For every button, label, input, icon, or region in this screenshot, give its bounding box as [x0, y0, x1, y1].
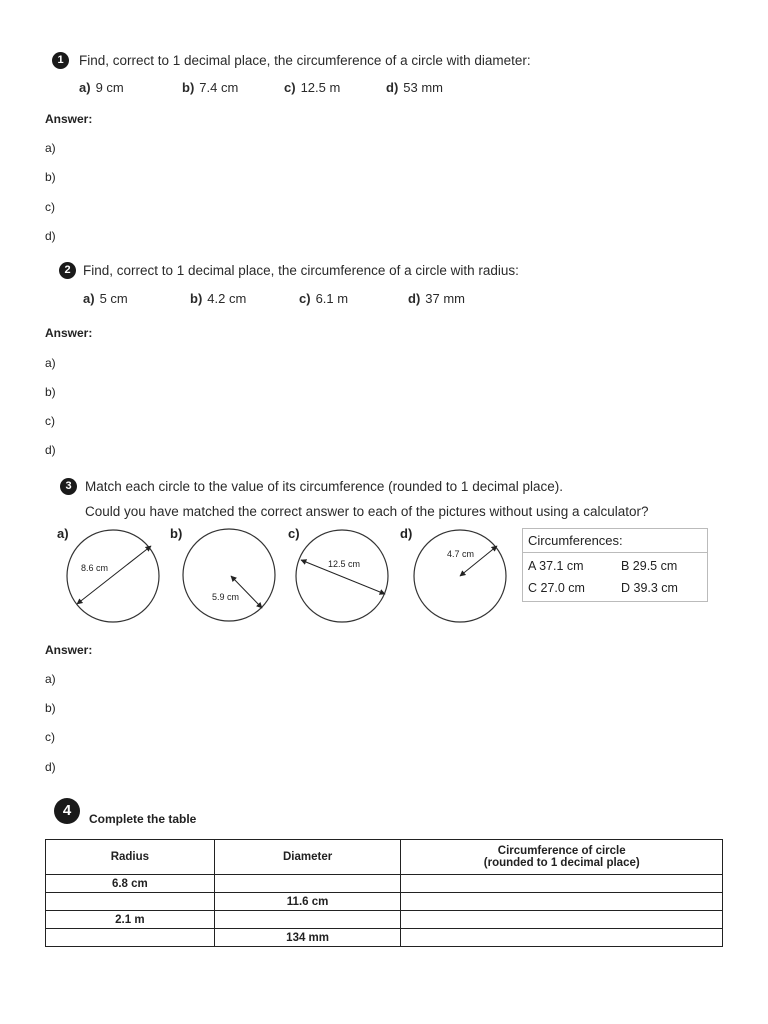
- header-circumference-line-1: Circumference of circle: [497, 845, 626, 857]
- question-3-number-badge: 3: [60, 478, 77, 495]
- circumference-option-c: C 27.0 cm: [528, 581, 585, 595]
- circle-b-measure: 5.9 cm: [212, 592, 240, 602]
- q2-option-d: d) 37 mm: [408, 291, 466, 306]
- question-2-text: Find, correct to 1 decimal place, the circumference of a circle with radius:: [83, 263, 519, 278]
- q2-answer-label: Answer:: [45, 326, 93, 340]
- table-cell-radius[interactable]: 2.1 m: [46, 911, 215, 929]
- question-4-text: Complete the table: [89, 812, 197, 826]
- question-1-text: Find, correct to 1 decimal place, the circumference of a circle with diameter:: [79, 53, 531, 68]
- q1-answer-c: c): [45, 200, 55, 214]
- q2-answer-a: a): [45, 356, 56, 370]
- table-cell-diameter[interactable]: [214, 911, 401, 929]
- table-cell-circumference[interactable]: [401, 929, 723, 947]
- q1-option-b: b) 7.4 cm: [182, 80, 239, 95]
- q2-option-c: c) 6.1 m: [299, 291, 349, 306]
- q1-option-a: a) 9 cm: [79, 80, 124, 95]
- q1-answer-d: d): [45, 229, 56, 243]
- q1-option-d: d) 53 mm: [386, 80, 444, 95]
- table-row: [46, 893, 723, 911]
- q2-answer-d: d): [45, 443, 56, 457]
- question-2-number-badge: 2: [59, 262, 76, 279]
- circle-d-measure: 4.7 cm: [447, 549, 475, 559]
- circumference-option-d: D 39.3 cm: [621, 581, 678, 595]
- circle-c-label: c): [288, 526, 300, 541]
- table-cell-circumference[interactable]: [401, 875, 723, 893]
- table-cell-radius[interactable]: [46, 893, 215, 911]
- q2-answer-c: c): [45, 414, 55, 428]
- q3-answer-label: Answer:: [45, 643, 93, 657]
- question-3-text-line-1: Match each circle to the value of its circumference (rounded to 1 decimal place).: [85, 479, 563, 494]
- circumferences-box-title: Circumferences:: [523, 529, 707, 553]
- table-cell-radius[interactable]: 6.8 cm: [46, 875, 215, 893]
- q1-answer-b: b): [45, 170, 56, 184]
- table-row: [46, 875, 723, 893]
- circle-a-label: a): [57, 526, 69, 541]
- table-cell-diameter[interactable]: [214, 875, 401, 893]
- q3-answer-b: b): [45, 701, 56, 715]
- question-3-text-line-2: Could you have matched the correct answer to each of the pictures without using a calculator?: [85, 504, 649, 519]
- circle-c-shape: [296, 530, 388, 622]
- table-cell-circumference[interactable]: [401, 893, 723, 911]
- table-cell-diameter[interactable]: 134 mm: [214, 929, 401, 947]
- table-cell-radius[interactable]: [46, 929, 215, 947]
- circumference-option-a: A 37.1 cm: [528, 559, 584, 573]
- circle-d-label: d): [400, 526, 413, 541]
- q1-option-c: c) 12.5 m: [284, 80, 341, 95]
- header-radius: Radius: [46, 840, 215, 875]
- table-header-row: [46, 840, 723, 875]
- circle-a-diameter-line: [77, 546, 151, 604]
- circle-c-measure: 12.5 cm: [328, 559, 361, 569]
- header-circumference-line-2: (rounded to 1 decimal place): [483, 857, 640, 869]
- circumference-option-b: B 29.5 cm: [621, 559, 678, 573]
- q3-answer-d: d): [45, 760, 56, 774]
- header-diameter: Diameter: [214, 840, 401, 875]
- q2-option-a: a) 5 cm: [83, 291, 128, 306]
- table-cell-circumference[interactable]: [401, 911, 723, 929]
- circle-b-label: b): [170, 526, 183, 541]
- table-row: [46, 911, 723, 929]
- q3-answer-c: c): [45, 730, 55, 744]
- q2-option-b: b) 4.2 cm: [190, 291, 247, 306]
- question-4-number-badge: 4: [54, 798, 80, 824]
- q3-answer-a: a): [45, 672, 56, 686]
- circumferences-box: [522, 528, 708, 602]
- table-row: [46, 929, 723, 947]
- q1-answer-label: Answer:: [45, 112, 93, 126]
- circle-a-measure: 8.6 cm: [81, 563, 109, 573]
- q1-answer-a: a): [45, 141, 56, 155]
- q2-answer-b: b): [45, 385, 56, 399]
- question-1-number-badge: 1: [52, 52, 69, 69]
- circle-table: [45, 839, 723, 947]
- table-cell-diameter[interactable]: 11.6 cm: [214, 893, 401, 911]
- header-circumference: [401, 840, 723, 875]
